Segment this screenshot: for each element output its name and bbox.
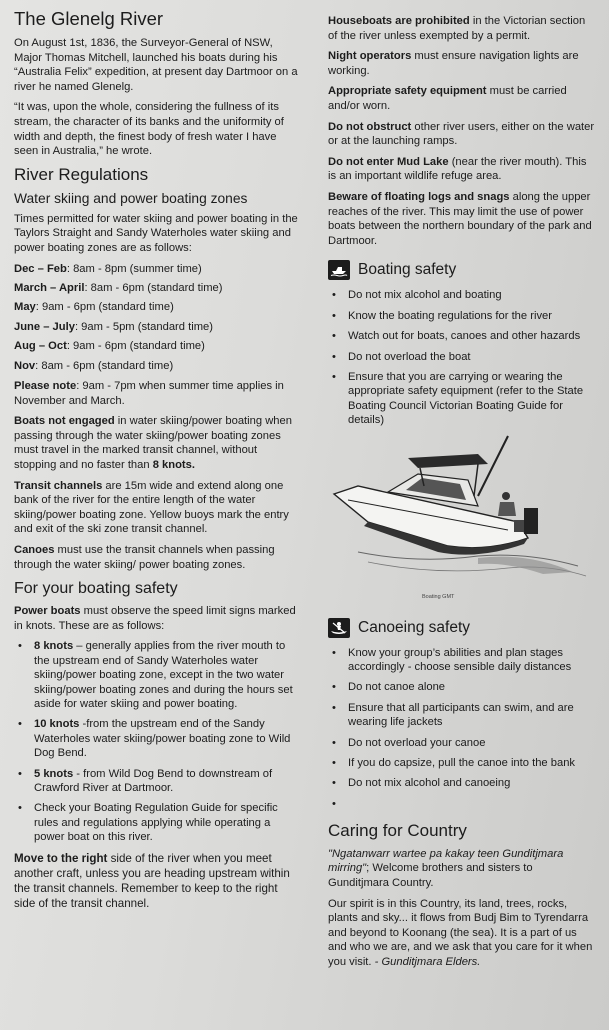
speed-text: - from Wild Dog Bend to downstream of Crawford River at Dartmoor. bbox=[34, 767, 273, 794]
schedule-period: Nov bbox=[14, 359, 36, 372]
intro-paragraph: On August 1st, 1836, the Surveyor-General of NSW, Major Thomas Mitchell, launched his boats during his “Australia Felix” expedition, at present day Dartmoor on a river he named Glenelg. bbox=[14, 37, 298, 93]
transit-channels bbox=[14, 479, 300, 537]
rule-text: other river users, either on the water or at the launching ramps. bbox=[328, 120, 595, 148]
schedule-period: Dec – Feb bbox=[14, 262, 67, 275]
list-item: • Know your group’s abilities and plan stages accordingly - choose sensible daily distances bbox=[328, 646, 596, 675]
speed-text: -from the upstream end of the Sandy Waterholes water skiing/power boating zone to Wild Dog Bend. bbox=[34, 718, 291, 760]
list-item bbox=[328, 797, 596, 811]
rule-text: must ensure navigation lights are working. bbox=[328, 50, 579, 77]
boats-not-engaged-label: Boats not engaged bbox=[14, 415, 115, 428]
schedule-period: May bbox=[14, 301, 36, 314]
rule-paragraph bbox=[328, 49, 596, 78]
right-column bbox=[328, 14, 596, 976]
canoeing-safety-list bbox=[328, 646, 596, 811]
list-item: • Do not canoe alone bbox=[328, 680, 596, 694]
power-boats bbox=[14, 604, 300, 633]
speed-text: – generally applies from the river mouth to the upstream end of Sandy Waterholes water skiing/power boating zone, except in the two water skiing/power boating zones and during the hours set aside for water skiing and power boating. bbox=[34, 640, 293, 710]
transit-text: are 15m wide and extend along one bank of the river for the entire length of the water skiing/power boating zone. Yellow buoys mark the entry and exit of the ski zone transit channel. bbox=[14, 479, 289, 536]
boats-not-engaged-limit: 8 knots. bbox=[152, 458, 195, 471]
rule-text: along the upper reaches of the river. This may limit the use of power boats between the northern boundary of the park and Dartmoor. bbox=[328, 190, 592, 247]
schedule-row bbox=[14, 300, 300, 314]
power-boats-text: must observe the speed limit signs marked in knots. These are as follows: bbox=[14, 605, 296, 632]
list-item: • Do not mix alcohol and canoeing bbox=[328, 776, 596, 790]
canoes-label: Canoes bbox=[14, 543, 55, 556]
speed-text: Check your Boating Regulation Guide for specific rules and regulations applying while operating a power boat on this river. bbox=[34, 802, 278, 844]
rule-text: must be carried and/or worn. bbox=[328, 85, 567, 112]
rule-label: Night operators bbox=[328, 50, 412, 63]
safety-title: For your boating safety bbox=[14, 580, 178, 598]
rule-label: Houseboats are prohibited bbox=[328, 15, 470, 27]
rule-paragraph bbox=[328, 120, 596, 149]
list-item bbox=[14, 639, 300, 711]
motorboat-drawing bbox=[328, 434, 590, 594]
schedule-time: : 9am - 6pm (standard time) bbox=[35, 301, 174, 314]
country-welcome-text: ; Welcome brothers and sisters to Gunditjmara Country. bbox=[328, 862, 533, 889]
schedule-row bbox=[14, 320, 300, 334]
schedule-row bbox=[14, 262, 300, 276]
glenelg-title: The Glenelg River bbox=[14, 8, 164, 29]
canoes-text: must use the transit channels when passing through the water skiing/ power boating zones. bbox=[14, 543, 275, 571]
list-item bbox=[14, 801, 300, 844]
zones-intro: Times permitted for water skiing and power boating in the Taylors Straight and Sandy Waterholes water skiing and power boating zones are as follows: bbox=[14, 212, 298, 254]
move-right bbox=[14, 851, 300, 911]
canoe-icon bbox=[328, 618, 350, 638]
schedule-time: : 9am - 5pm (standard time) bbox=[74, 320, 213, 333]
motorboat-icon bbox=[328, 260, 350, 280]
schedule-row bbox=[14, 339, 300, 353]
schedule-period: June – July bbox=[14, 320, 75, 333]
rule-paragraph bbox=[328, 84, 596, 113]
rule-label: Beware of floating logs and snags bbox=[328, 190, 510, 203]
schedule-time: : 9am - 6pm (standard time) bbox=[66, 340, 205, 353]
schedule-period: Aug – Oct bbox=[14, 340, 67, 353]
list-item: • Do not overload the boat bbox=[328, 350, 596, 364]
speed-label: 5 knots bbox=[34, 767, 74, 780]
schedule-list bbox=[14, 262, 300, 373]
list-item: • Do not overload your canoe bbox=[328, 736, 596, 750]
schedule-time: : 8am - 6pm (standard time) bbox=[84, 281, 223, 294]
canoeing-safety-header bbox=[328, 618, 596, 638]
country-paragraph bbox=[328, 897, 596, 970]
move-right-text: side of the river when you meet another craft, unless you are heading upstream within the transit channels. Remember to keep to the right side of the transit channel. bbox=[14, 851, 290, 910]
please-note-label: Please note bbox=[14, 379, 77, 392]
power-boats-label: Power boats bbox=[14, 605, 81, 618]
schedule-time: : 8am - 6pm (standard time) bbox=[35, 359, 174, 372]
list-item bbox=[14, 717, 300, 760]
schedule-row bbox=[14, 281, 300, 295]
rule-text: (near the river mouth). This is an important wildlife refuge area. bbox=[328, 155, 587, 183]
rule-label: Do not obstruct bbox=[328, 120, 412, 133]
list-item: • Watch out for boats, canoes and other hazards bbox=[328, 329, 596, 343]
rule-paragraph bbox=[328, 155, 596, 184]
schedule-period: March – April bbox=[14, 281, 85, 294]
boats-not-engaged-text: in water skiing/power boating when passing through the water skiing/power boating zones must travel in the marked transit channel, without stopping and no faster than bbox=[14, 415, 292, 471]
speed-label: 8 knots bbox=[34, 640, 74, 653]
move-right-label: Move to the right bbox=[14, 851, 108, 865]
caring-for-country-title: Caring for Country bbox=[328, 820, 467, 840]
list-item bbox=[14, 767, 300, 796]
boating-safety-title: Boating safety bbox=[358, 261, 457, 279]
please-note bbox=[14, 379, 300, 408]
list-item: • Ensure that all participants can swim, and are wearing life jackets bbox=[328, 701, 596, 730]
schedule-row bbox=[14, 359, 300, 373]
transit-label: Transit channels bbox=[14, 479, 103, 492]
rule-text: in the Victorian section of the river unless exempted by a permit. bbox=[328, 15, 586, 42]
please-note-text: : 9am - 7pm when summer time applies in November and March. bbox=[14, 379, 284, 407]
zones-title: Water skiing and power boating zones bbox=[14, 190, 248, 206]
country-welcome bbox=[328, 847, 596, 891]
boating-safety-list bbox=[328, 288, 596, 427]
speed-label: 10 knots bbox=[34, 718, 80, 731]
country-attribution: - Gunditjmara Elders. bbox=[374, 955, 481, 968]
schedule-time: : 8am - 8pm (summer time) bbox=[66, 262, 202, 275]
canoeing-safety-title: Canoeing safety bbox=[358, 618, 471, 636]
boat-caption: Boating GMT bbox=[422, 593, 455, 600]
list-item: • Know the boating regulations for the river bbox=[328, 309, 596, 323]
motorboat-illustration bbox=[328, 434, 590, 604]
rule-label: Do not enter Mud Lake bbox=[328, 155, 449, 168]
list-item: • Do not mix alcohol and boating bbox=[328, 288, 596, 302]
boating-safety-header bbox=[328, 260, 596, 280]
rule-paragraph bbox=[328, 190, 596, 248]
rule-label: Appropriate safety equipment bbox=[328, 85, 487, 98]
mitchell-quote: “It was, upon the whole, considering the fullness of its stream, the character of its banks and the uniformity of width and depth, the finest body of fresh water I have seen in Australia,” he wrote. bbox=[14, 101, 284, 158]
boats-not-engaged bbox=[14, 414, 300, 472]
left-column bbox=[14, 8, 300, 917]
speed-list bbox=[14, 639, 300, 844]
country-text: Our spirit is in this Country, its land, trees, rocks, plants and sky... it flows from Budj Bim to Tyrendarra and beyond to Koonang (the sea). It is a part of us and who we are, and we ask that you care for it when you visit. bbox=[328, 897, 593, 968]
rule-paragraph bbox=[328, 14, 596, 43]
canoes-rule bbox=[14, 543, 300, 572]
country-quote: "Ngatanwarr wartee pa kakay teen Gunditjmara mirring" bbox=[328, 847, 564, 875]
regulations-title: River Regulations bbox=[14, 164, 149, 184]
list-item: • Ensure that you are carrying or wearing the appropriate safety equipment (refer to the State Boating Council Victorian Boating Guide for details) bbox=[328, 370, 596, 428]
list-item: • If you do capsize, pull the canoe into the bank bbox=[328, 756, 596, 770]
